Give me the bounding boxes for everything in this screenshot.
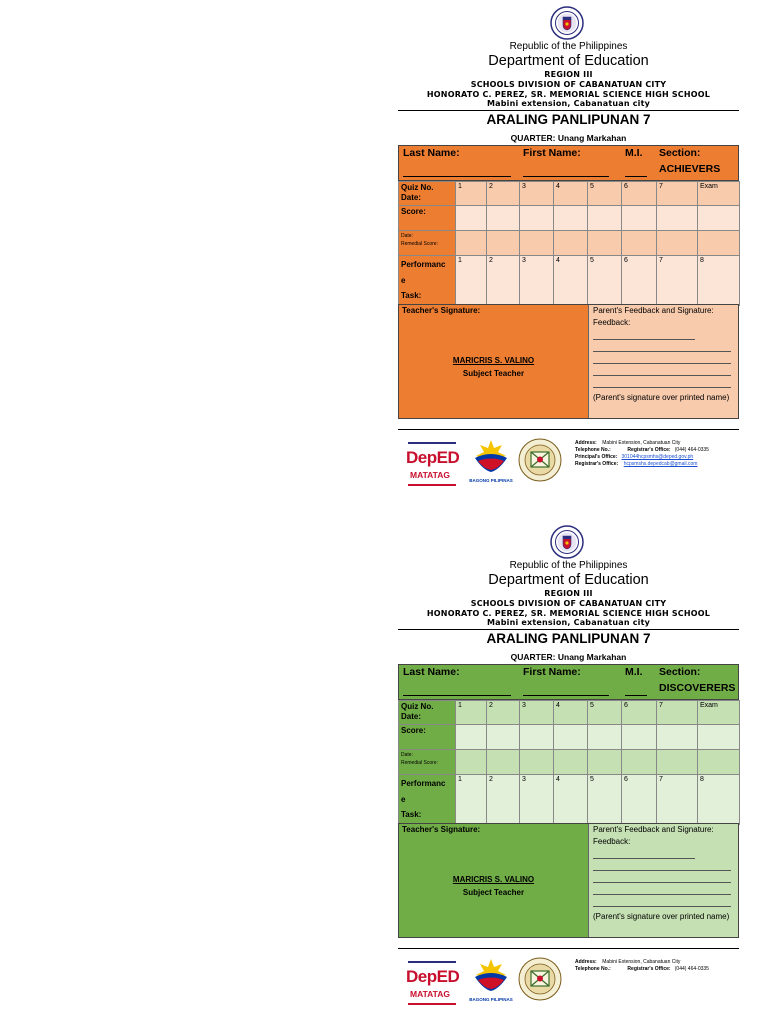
remedial-cell[interactable]: [622, 750, 657, 775]
deped-seal-icon: [550, 525, 584, 559]
score-cell[interactable]: [456, 725, 487, 750]
last-name-label: Last Name:: [403, 147, 460, 159]
mi-field[interactable]: [625, 695, 647, 696]
quiz-number-cell: 6: [622, 701, 657, 725]
signature-area: [398, 823, 739, 938]
quiz-number-cell: 3: [520, 701, 554, 725]
mi-label: M.I.: [625, 666, 643, 678]
quiz-no-label: Quiz No.: [401, 183, 434, 192]
score-cell[interactable]: [554, 725, 588, 750]
school-name: HONORATO C. PEREZ, SR. MEMORIAL SCIENCE HIGH SCHOOL: [426, 609, 711, 618]
performance-label-3: Task:: [401, 291, 422, 300]
score-cell[interactable]: [588, 206, 622, 231]
department-title: Department of Education: [488, 53, 649, 69]
footer-divider: [398, 948, 739, 949]
task-number-cell[interactable]: 8: [698, 775, 740, 825]
first-name-field[interactable]: [523, 695, 609, 696]
remedial-cell[interactable]: [487, 231, 520, 256]
matatag-text: MATATAG: [410, 989, 450, 999]
score-cell[interactable]: [657, 206, 698, 231]
performance-label-2: e: [401, 276, 406, 285]
address-value: Mabini Extension, Cabanatuan City: [602, 959, 681, 965]
feedback-label: Feedback:: [593, 318, 631, 327]
score-cell[interactable]: [622, 725, 657, 750]
remedial-cell[interactable]: [698, 750, 740, 775]
quiz-number-cell: 1: [456, 182, 487, 206]
remedial-cell[interactable]: [554, 231, 588, 256]
registrar-phone: (044) 464-0335: [674, 447, 709, 453]
feedback-label: Feedback:: [593, 837, 631, 846]
teacher-signature-label: Teacher's Signature:: [402, 306, 481, 315]
task-number-cell[interactable]: 4: [554, 775, 588, 825]
school-name: HONORATO C. PEREZ, SR. MEMORIAL SCIENCE HIGH SCHOOL: [426, 90, 711, 99]
score-cell[interactable]: [520, 725, 554, 750]
parent-feedback-label: Parent's Feedback and Signature:: [593, 825, 714, 834]
deped-matatag-logo: [406, 438, 460, 486]
task-number-cell[interactable]: 7: [657, 256, 698, 306]
score-cell[interactable]: [456, 206, 487, 231]
bagong-pilipinas-text: BAGONG PILIPINAS: [469, 997, 513, 1002]
school-location: Mabini extension, Cabanatuan city: [486, 618, 651, 627]
score-label: Score:: [401, 207, 426, 216]
remedial-cell[interactable]: [456, 750, 487, 775]
score-table: [398, 700, 740, 825]
score-label-cell: [399, 725, 456, 750]
task-number-cell[interactable]: 7: [657, 775, 698, 825]
registrar-label: Registrar's Office:: [575, 461, 619, 467]
grade-card-discoverers: [398, 523, 739, 1023]
quiz-number-cell: 6: [622, 182, 657, 206]
performance-label-1: Performanc: [401, 260, 446, 269]
last-name-label: Last Name:: [403, 666, 460, 678]
header-divider: [398, 110, 739, 111]
teacher-signature-box[interactable]: [399, 824, 589, 937]
telephone-label: Telephone No.:: [575, 447, 611, 453]
score-cell[interactable]: [487, 725, 520, 750]
teacher-title: Subject Teacher: [462, 369, 525, 378]
header-divider: [398, 629, 739, 630]
footer: [398, 951, 739, 1009]
quiz-label-cell: [399, 182, 456, 206]
school-location: Mabini extension, Cabanatuan city: [486, 99, 651, 108]
remedial-date-label: Date:: [401, 233, 413, 239]
remedial-cell[interactable]: [698, 231, 740, 256]
remedial-cell[interactable]: [487, 750, 520, 775]
task-number-cell[interactable]: 4: [554, 256, 588, 306]
feedback-line: [593, 882, 731, 883]
task-number-cell[interactable]: 1: [456, 775, 487, 825]
task-number-cell[interactable]: 6: [622, 256, 657, 306]
deped-matatag-logo: [406, 957, 460, 1005]
feedback-line: [593, 363, 731, 364]
mi-field[interactable]: [625, 176, 647, 177]
bagong-pilipinas-logo-icon: [466, 955, 516, 1003]
division-text: SCHOOLS DIVISION OF CABANATUAN CITY: [470, 599, 667, 608]
feedback-line: [593, 906, 731, 907]
quiz-number-cell: 7: [657, 701, 698, 725]
feedback-line: [593, 387, 731, 388]
school-seal-icon: [518, 438, 562, 482]
last-name-field[interactable]: [403, 695, 511, 696]
region-text: REGION III: [544, 589, 593, 598]
registrar-email-link[interactable]: hcpsmshs.depedcab@gmail.com: [623, 461, 698, 467]
task-number-cell[interactable]: 6: [622, 775, 657, 825]
matatag-text: MATATAG: [410, 470, 450, 480]
principal-email-link[interactable]: 301044hcpsmhs@deped.gov.ph: [621, 454, 694, 460]
bagong-pilipinas-text: BAGONG PILIPINAS: [469, 478, 513, 483]
score-label-cell: [399, 206, 456, 231]
contact-info: [575, 440, 709, 468]
quiz-number-cell: 3: [520, 182, 554, 206]
teacher-signature-label: Teacher's Signature:: [402, 825, 481, 834]
signature-area: [398, 304, 739, 419]
telephone-label: Telephone No.:: [575, 966, 611, 972]
principal-label: Principal's Office:: [575, 454, 618, 460]
feedback-line: [593, 870, 731, 871]
quiz-number-cell: 2: [487, 701, 520, 725]
parent-note: (Parent's signature over printed name): [593, 393, 730, 402]
contact-info: [575, 959, 709, 973]
task-number-cell[interactable]: 5: [588, 775, 622, 825]
remedial-score-label: Remedial Score:: [401, 241, 438, 247]
deped-logo-text: DepED: [406, 448, 460, 467]
performance-label-cell: [399, 775, 456, 825]
task-number-cell[interactable]: 8: [698, 256, 740, 306]
footer: [398, 432, 739, 490]
remedial-cell[interactable]: [657, 231, 698, 256]
parent-feedback-label: Parent's Feedback and Signature:: [593, 306, 714, 315]
republic-text: Republic of the Philippines: [509, 41, 628, 52]
section-label: Section:: [659, 147, 701, 159]
quiz-number-cell: 4: [554, 701, 588, 725]
address-value: Mabini Extension, Cabanatuan City: [602, 440, 681, 446]
remedial-cell[interactable]: [520, 750, 554, 775]
deped-seal-icon: [550, 6, 584, 40]
feedback-line: [593, 375, 731, 376]
republic-text: Republic of the Philippines: [509, 560, 628, 571]
feedback-line: [593, 858, 695, 859]
score-cell[interactable]: [487, 206, 520, 231]
remedial-cell[interactable]: [657, 750, 698, 775]
remedial-cell[interactable]: [622, 231, 657, 256]
feedback-line: [593, 351, 731, 352]
task-number-cell[interactable]: 2: [487, 775, 520, 825]
score-cell[interactable]: [554, 206, 588, 231]
parent-feedback-box[interactable]: [589, 824, 738, 937]
exam-cell: Exam: [698, 701, 740, 725]
registrar-office-label: Registrar's Office:: [627, 966, 671, 972]
quiz-number-cell: 5: [588, 182, 622, 206]
performance-label-2: e: [401, 795, 406, 804]
name-box: [398, 145, 739, 181]
feedback-line: [593, 339, 695, 340]
name-box: [398, 664, 739, 700]
quiz-number-cell: 4: [554, 182, 588, 206]
score-table: [398, 181, 740, 306]
remedial-cell[interactable]: [456, 231, 487, 256]
remedial-cell[interactable]: [520, 231, 554, 256]
subject-title: ARALING PANLIPUNAN 7: [486, 112, 651, 127]
task-number-cell[interactable]: 2: [487, 256, 520, 306]
division-text: SCHOOLS DIVISION OF CABANATUAN CITY: [470, 80, 667, 89]
date-label: Date:: [401, 193, 422, 202]
registrar-phone: (044) 464-0335: [674, 966, 709, 972]
score-cell[interactable]: [520, 206, 554, 231]
bagong-pilipinas-logo-icon: [466, 436, 516, 484]
address-label: Address:: [575, 440, 597, 446]
score-cell[interactable]: [588, 725, 622, 750]
first-name-label: First Name:: [523, 666, 581, 678]
score-cell[interactable]: [698, 725, 740, 750]
last-name-field[interactable]: [403, 176, 511, 177]
quiz-no-label: Quiz No.: [401, 702, 434, 711]
remedial-cell[interactable]: [554, 750, 588, 775]
mi-label: M.I.: [625, 147, 643, 159]
teacher-title: Subject Teacher: [462, 888, 525, 897]
teacher-signature-box[interactable]: [399, 305, 589, 418]
department-title: Department of Education: [488, 572, 649, 588]
section-value: DISCOVERERS: [659, 682, 736, 694]
score-cell[interactable]: [657, 725, 698, 750]
address-label: Address:: [575, 959, 597, 965]
subject-title: ARALING PANLIPUNAN 7: [486, 631, 651, 646]
score-cell[interactable]: [698, 206, 740, 231]
quiz-label-cell: [399, 701, 456, 725]
remedial-label-cell: [399, 231, 456, 256]
region-text: REGION III: [544, 70, 593, 79]
task-number-cell[interactable]: 1: [456, 256, 487, 306]
task-number-cell[interactable]: 3: [520, 775, 554, 825]
remedial-date-label: Date:: [401, 752, 413, 758]
feedback-line: [593, 894, 731, 895]
score-label: Score:: [401, 726, 426, 735]
first-name-label: First Name:: [523, 147, 581, 159]
performance-label-cell: [399, 256, 456, 306]
school-seal-icon: [518, 957, 562, 1001]
quiz-number-cell: 7: [657, 182, 698, 206]
task-number-cell[interactable]: 5: [588, 256, 622, 306]
quiz-number-cell: 1: [456, 701, 487, 725]
remedial-score-label: Remedial Score:: [401, 760, 438, 766]
parent-feedback-box[interactable]: [589, 305, 738, 418]
remedial-label-cell: [399, 750, 456, 775]
registrar-office-label: Registrar's Office:: [627, 447, 671, 453]
quiz-number-cell: 5: [588, 701, 622, 725]
quarter-text: QUARTER: Unang Markahan: [510, 133, 627, 143]
parent-note: (Parent's signature over printed name): [593, 912, 730, 921]
quiz-number-cell: 2: [487, 182, 520, 206]
section-label: Section:: [659, 666, 701, 678]
remedial-cell[interactable]: [588, 231, 622, 256]
task-number-cell[interactable]: 3: [520, 256, 554, 306]
remedial-cell[interactable]: [588, 750, 622, 775]
teacher-name: MARICRIS S. VALINO: [452, 356, 535, 365]
quarter-text: QUARTER: Unang Markahan: [510, 652, 627, 662]
teacher-name: MARICRIS S. VALINO: [452, 875, 535, 884]
grade-card-achievers: [398, 4, 739, 490]
section-value: ACHIEVERS: [659, 163, 721, 175]
performance-label-3: Task:: [401, 810, 422, 819]
score-cell[interactable]: [622, 206, 657, 231]
deped-logo-text: DepED: [406, 967, 460, 986]
performance-label-1: Performanc: [401, 779, 446, 788]
exam-cell: Exam: [698, 182, 740, 206]
footer-divider: [398, 429, 739, 430]
date-label: Date:: [401, 712, 422, 721]
first-name-field[interactable]: [523, 176, 609, 177]
